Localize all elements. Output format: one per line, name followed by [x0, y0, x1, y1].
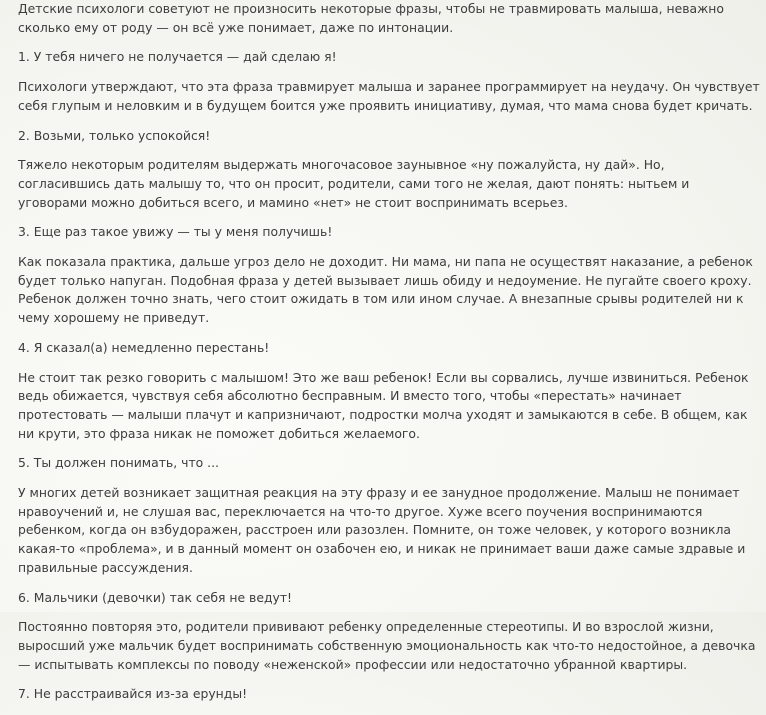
section-1-text: Психологи утверждают, что эта фраза травмирует малыша и заранее программирует на неудачу. Он чувствует себя глупым и неловким и в будущем боится уже проявить инициативу, думая, что мама снова будет кричать. [18, 79, 760, 113]
section-6-text: Постоянно повторяя это, родители прививают ребенку определенные стереотипы. И во взрослой жизни, выросший уже мальчик будет воспринимать собственную эмоциональность как что-то недостойное, а девочка — испытывать комплексы по поводу «неженской» профессии или недостаточно убранной квартиры. [18, 619, 756, 672]
intro-paragraph: Детские психологи советуют не произносить некоторые фразы, чтобы не травмировать малыша, неважно сколько ему от роду — он всё уже понимает, даже по интонации. [18, 1, 724, 35]
section-4-text: Не стоит так резко говорить с малышом! Это же ваш ребенок! Если вы сорвались, лучше извиниться. Ребенок ведь обижается, чувствуя себя абсолютно бесправным. И вместо того, чтобы «перестать» начинает протестовать — малыши плачут и капризничают, подростки молча уходят и замыкаются в себе. В общем, как ни крути, это фраза никак не поможет добиться желаемого. [18, 369, 749, 441]
section-5-text: У многих детей возникает защитная реакция на эту фразу и ее занудное продолжение. Малыш не понимает нравоучений и, не слушая вас, переключается на что-то другое. Хуже всего поучения воспринимаются ребенком, когда он взбудоражен, расстроен или разозлен. Помните, он тоже человек, у которого возникла какая-то «проблема», и в данный момент он озабочен ею, и никак не принимает ваши даже самые здравые и правильные рассуждения. [18, 485, 746, 575]
article-body [18, 0, 760, 715]
section-2-heading: 2. Возьми, только успокойся! [18, 127, 211, 143]
section-2-text: Тяжело некоторым родителям выдержать многочасовое заунывное «ну пожалуйста, ну дай». Но, согласившись дать малышу то, что он просит, родители, сами того не желая, дают понять: нытьем и уговорами можно добиться всего, и мамино «нет» не стоит воспринимать всерьез. [18, 157, 690, 210]
section-5-heading: 5. Ты должен понимать, что ... [18, 455, 219, 471]
section-6-heading: 6. Мальчики (девочки) так себя не ведут! [18, 589, 293, 605]
section-1-heading: 1. У тебя ничего не получается — дай сделаю я! [18, 49, 337, 65]
section-4-heading: 4. Я сказал(а) немедленно перестань! [18, 339, 270, 355]
section-7-heading: 7. Не расстраивайся из-за ерунды! [18, 686, 248, 702]
section-3-text: Как показала практика, дальше угроз дело не доходит. Ни мама, ни папа не осуществят наказание, а ребенок будет только напуган. Подобная фраза у детей вызывает лишь обиду и недоумение. Не пугайте своего кроху. Ребенок должен точно знать, чего стоит ожидать в том или ином случае. А внезапные срывы родителей ни к чему хорошему не приведут. [18, 254, 753, 326]
section-3-heading: 3. Еще раз такое увижу — ты у меня получишь! [18, 224, 333, 240]
